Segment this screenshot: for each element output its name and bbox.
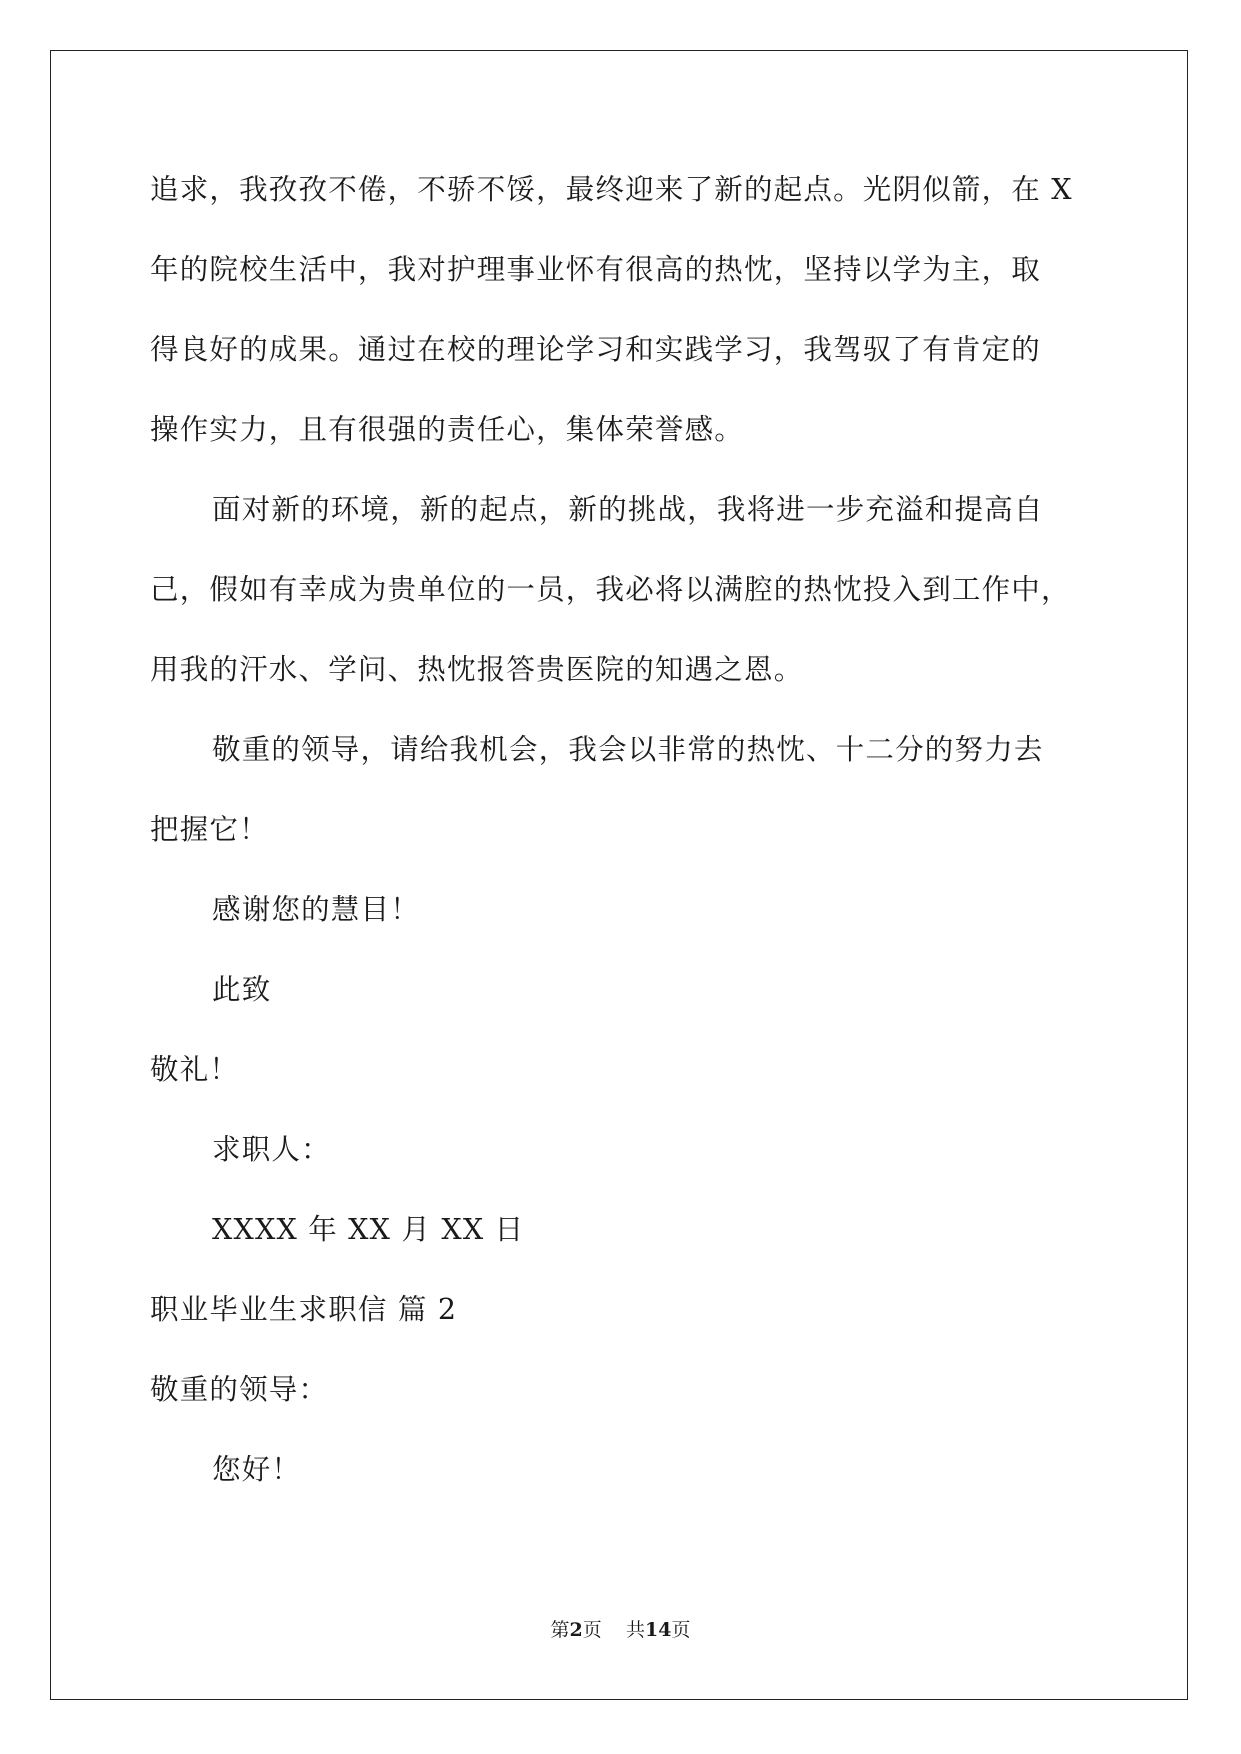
paragraph-line: 追求，我孜孜不倦，不骄不馁，最终迎来了新的起点。光阴似箭，在 X — [150, 173, 1073, 206]
paragraph-line: 把握它！ — [150, 813, 269, 846]
paragraph-line: 己，假如有幸成为贵单位的一员，我必将以满腔的热忱投入到工作中， — [150, 573, 1071, 606]
date-line: XXXX 年 XX 月 XX 日 — [212, 1213, 525, 1246]
paragraph-line: 操作实力，且有很强的责任心，集体荣誉感。 — [150, 413, 745, 446]
total-suffix: 页 — [671, 1619, 691, 1641]
letter-greeting: 敬重的领导： — [150, 1373, 329, 1406]
page-footer — [0, 1618, 1241, 1642]
paragraph-line: 年的院校生活中，我对护理事业怀有很高的热忱，坚持以学为主，取 — [150, 253, 1042, 286]
total-pages: 14 — [644, 1619, 672, 1641]
paragraph-line: 得良好的成果。通过在校的理论学习和实践学习，我驾驭了有肯定的 — [150, 333, 1042, 366]
letter-hello: 您好！ — [212, 1453, 302, 1486]
page-number: 2 — [569, 1619, 583, 1641]
closing-regards: 敬礼！ — [150, 1053, 240, 1086]
closing-salutation: 此致 — [212, 973, 272, 1006]
paragraph-line: 敬重的领导，请给我机会，我会以非常的热忱、十二分的努力去 — [212, 733, 1044, 766]
section-heading: 职业毕业生求职信 篇 2 — [150, 1293, 458, 1326]
paragraph-line: 面对新的环境，新的起点，新的挑战，我将进一步充溢和提高自 — [212, 493, 1044, 526]
page-suffix: 页 — [582, 1619, 602, 1641]
paragraph-line: 用我的汗水、学问、热忱报答贵医院的知遇之恩。 — [150, 653, 804, 686]
page-prefix: 第 — [550, 1619, 570, 1641]
applicant-label: 求职人： — [212, 1133, 331, 1166]
total-prefix: 共 — [625, 1619, 645, 1641]
closing-thanks: 感谢您的慧目！ — [212, 893, 420, 926]
